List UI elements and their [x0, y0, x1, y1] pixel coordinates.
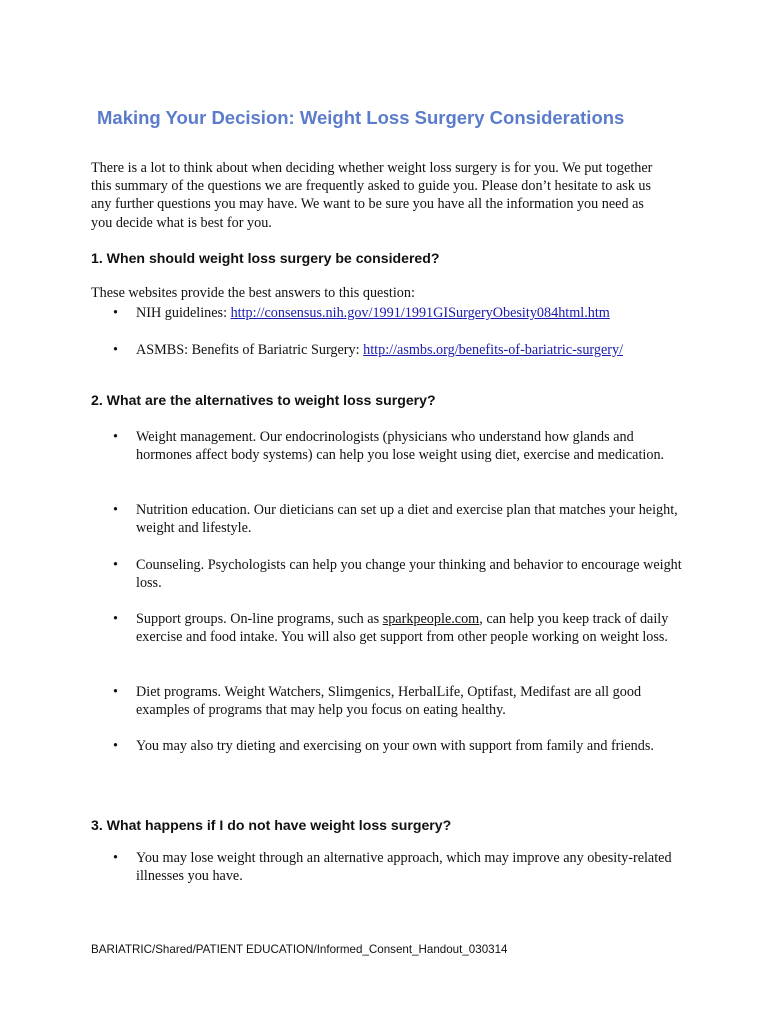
no-surgery-outcome: You may lose weight through an alternative approach, which may improve any obesity-related illnesses you have.	[136, 850, 672, 885]
alt-counseling: Counseling. Psychologists can help you change your thinking and behavior to encourage weight loss.	[136, 557, 682, 592]
alt-diet-own: You may also try dieting and exercising on your own with support from family and friends.	[136, 738, 654, 754]
section-2-heading: 2. What are the alternatives to weight loss surgery?	[91, 392, 436, 408]
list-item	[113, 683, 683, 719]
alt-diet-programs: Diet programs. Weight Watchers, Slimgenics, HerbalLife, Optifast, Medifast are all good examples of programs that may help you focus on eating healthy.	[136, 684, 642, 719]
list-item	[113, 501, 683, 537]
bullet-icon: •	[113, 684, 118, 700]
page-title: Making Your Decision: Weight Loss Surgery Considerations	[97, 107, 625, 128]
bullet-icon: •	[113, 305, 118, 321]
sparkpeople-link[interactable]: sparkpeople.com	[382, 611, 480, 627]
nih-label: NIH guidelines:	[136, 305, 231, 321]
list-item	[113, 428, 683, 464]
section-3-heading: 3. What happens if I do not have weight loss surgery?	[91, 817, 452, 833]
nih-guidelines-link[interactable]: http://consensus.nih.gov/1991/1991GISurgeryObesity084html.htm	[230, 305, 610, 321]
asmbs-label: ASMBS: Benefits of Bariatric Surgery:	[136, 342, 364, 358]
intro-paragraph: There is a lot to think about when deciding whether weight loss surgery is for you. We put together this summary of the questions we are frequently asked to guide you. Please don’t hesitate to ask us any further questions you may have. We want to be sure you have all the information you need as you decide what is best for you.	[91, 160, 653, 231]
list-item	[113, 610, 683, 646]
alt-weight-management: Weight management. Our endocrinologists (physicians who understand how glands and hormones affect body systems) can help you lose weight using diet, exercise and medication.	[136, 429, 665, 464]
list-item	[113, 341, 683, 359]
bullet-icon: •	[113, 611, 118, 627]
bullet-icon: •	[113, 502, 118, 518]
alt-support-groups-after: , can help you keep track of daily exercise and food intake. You will also get support from other people working on weight loss.	[136, 611, 669, 646]
footer-path: BARIATRIC/Shared/PATIENT EDUCATION/Informed_Consent_Handout_030314	[91, 943, 508, 956]
section-1-lead: These websites provide the best answers to this question:	[91, 285, 415, 301]
list-item	[113, 849, 683, 885]
list-item	[113, 737, 683, 755]
bullet-icon: •	[113, 557, 118, 573]
bullet-icon: •	[113, 429, 118, 445]
list-item	[113, 304, 683, 322]
asmbs-benefits-link[interactable]: http://asmbs.org/benefits-of-bariatric-surgery/	[363, 342, 624, 358]
list-item	[113, 556, 683, 592]
bullet-icon: •	[113, 850, 118, 866]
alt-support-groups-before: Support groups. On-line programs, such as	[136, 611, 383, 627]
bullet-icon: •	[113, 342, 118, 358]
section-1-heading: 1. When should weight loss surgery be considered?	[91, 250, 440, 266]
alt-nutrition-education: Nutrition education. Our dieticians can set up a diet and exercise plan that matches your height, weight and lifestyle.	[136, 502, 678, 537]
bullet-icon: •	[113, 738, 118, 754]
